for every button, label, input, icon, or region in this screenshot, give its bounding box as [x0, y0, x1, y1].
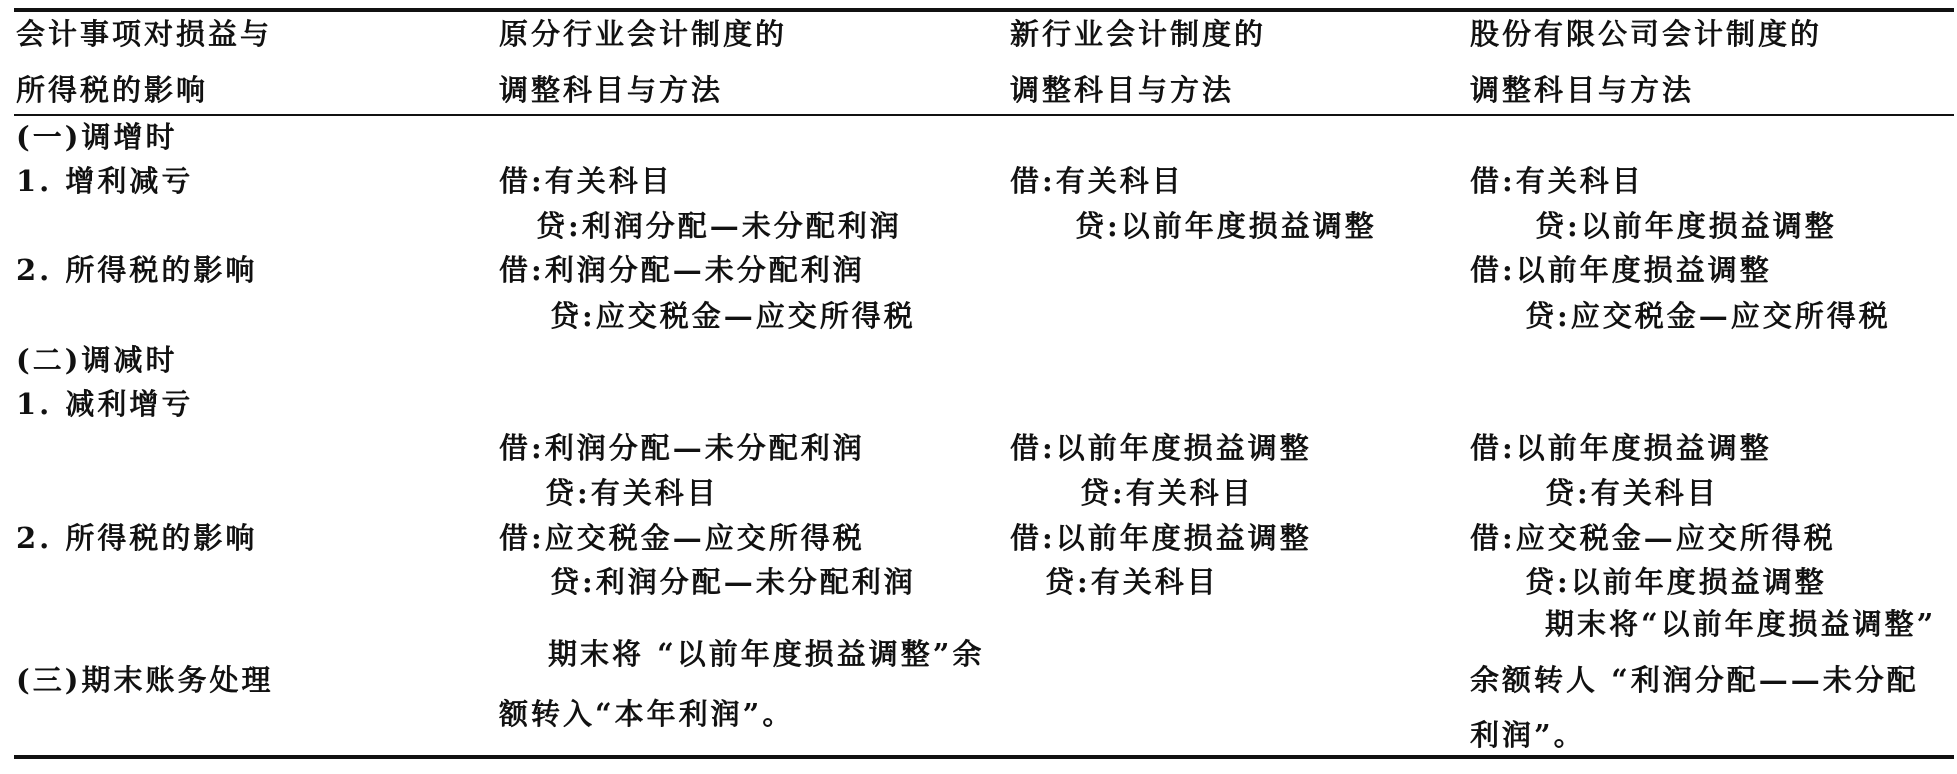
section1-item2-col2-credit: 贷:应交税金—应交所得税: [550, 299, 916, 333]
section1-item1-label: 1. 增利减亏: [16, 164, 194, 198]
section2-item1-col3-debit: 借:以前年度损益调整: [1010, 431, 1312, 465]
section2-item2-col3-credit: 贷:有关科目: [1045, 565, 1219, 599]
section2-title: (二)调减时: [16, 343, 178, 377]
section2-item1-col4-credit: 贷:有关科目: [1545, 476, 1719, 510]
table-top-rule: [14, 8, 1954, 12]
section3-col4-line1: 期末将“以前年度损益调整”: [1545, 607, 1937, 641]
section1-item1-col3-credit: 贷:以前年度损益调整: [1075, 209, 1377, 243]
section1-item2-col4-credit: 贷:应交税金—应交所得税: [1525, 299, 1891, 333]
section2-item2-col2-credit: 贷:利润分配—未分配利润: [550, 565, 916, 599]
section2-item2-col2-debit: 借:应交税金—应交所得税: [499, 521, 865, 555]
header-col4-line1: 股份有限公司会计制度的: [1470, 17, 1823, 51]
header-col1-line2: 所得税的影响: [16, 73, 209, 107]
section3-col2-line1: 期末将 “以前年度损益调整”余: [548, 637, 985, 671]
section1-item1-col4-credit: 贷:以前年度损益调整: [1535, 209, 1837, 243]
header-col2-line2: 调整科目与方法: [499, 73, 724, 107]
section1-title: (一)调增时: [16, 120, 178, 154]
header-col4-line2: 调整科目与方法: [1470, 73, 1695, 107]
section1-item1-col4-debit: 借:有关科目: [1470, 164, 1644, 198]
section2-item2-label: 2. 所得税的影响: [16, 521, 258, 555]
section1-item2-col2-debit: 借:利润分配—未分配利润: [499, 253, 865, 287]
section2-item2-col3-debit: 借:以前年度损益调整: [1010, 521, 1312, 555]
section3-col4-line3: 利润”。: [1470, 718, 1586, 752]
header-col1-line1: 会计事项对损益与: [16, 17, 273, 51]
section1-item2-col4-debit: 借:以前年度损益调整: [1470, 253, 1772, 287]
table-bottom-rule: [14, 755, 1954, 759]
header-col3-line2: 调整科目与方法: [1010, 73, 1235, 107]
section1-item1-col2-debit: 借:有关科目: [499, 164, 673, 198]
section3-col2-line2: 额转入“本年利润”。: [499, 697, 795, 731]
section1-item1-col3-debit: 借:有关科目: [1010, 164, 1184, 198]
section2-item1-label: 1. 减利增亏: [16, 387, 194, 421]
table-header-rule: [14, 114, 1954, 116]
section2-item1-col2-debit: 借:利润分配—未分配利润: [499, 431, 865, 465]
section2-item2-col4-debit: 借:应交税金—应交所得税: [1470, 521, 1836, 555]
section3-col4-line2: 余额转人 “利润分配——未分配: [1470, 663, 1919, 697]
header-col3-line1: 新行业会计制度的: [1010, 17, 1267, 51]
header-col2-line1: 原分行业会计制度的: [499, 17, 788, 51]
section1-item1-col2-credit: 贷:利润分配—未分配利润: [536, 209, 902, 243]
section1-item2-label: 2. 所得税的影响: [16, 253, 258, 287]
section2-item1-col4-debit: 借:以前年度损益调整: [1470, 431, 1772, 465]
section2-item1-col3-credit: 贷:有关科目: [1080, 476, 1254, 510]
section3-title: (三)期末账务处理: [16, 663, 274, 697]
section2-item1-col2-credit: 贷:有关科目: [545, 476, 719, 510]
section2-item2-col4-credit: 贷:以前年度损益调整: [1525, 565, 1827, 599]
